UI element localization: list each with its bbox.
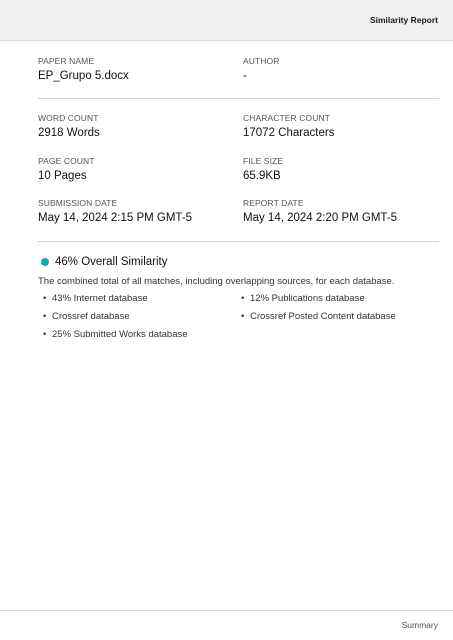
- bullet-icon: •: [43, 311, 47, 322]
- database-item: • Crossref Posted Content database: [241, 311, 396, 322]
- file-size-value: 65.9KB: [243, 170, 281, 182]
- report-date-label: REPORT DATE: [243, 198, 304, 208]
- word-count-value: 2918 Words: [38, 127, 100, 139]
- character-count-value: 17072 Characters: [243, 127, 335, 139]
- author-value: -: [243, 70, 247, 82]
- bullet-icon: •: [43, 329, 47, 340]
- similarity-indicator-dot: [41, 258, 49, 266]
- footer-divider: [0, 610, 453, 611]
- database-item: • 25% Submitted Works database: [43, 329, 188, 340]
- report-date-value: May 14, 2024 2:20 PM GMT-5: [243, 212, 398, 224]
- page-count-value: 10 Pages: [38, 170, 87, 182]
- bullet-icon: •: [241, 311, 245, 322]
- submission-date-label: SUBMISSION DATE: [38, 198, 118, 208]
- footer-summary-label: Summary: [401, 620, 438, 630]
- paper-name-value: EP_Grupo 5.docx: [38, 70, 129, 82]
- overall-similarity-title: 46% Overall Similarity: [55, 256, 168, 268]
- section-divider: [38, 241, 439, 242]
- bullet-icon: •: [43, 293, 47, 304]
- bullet-icon: •: [241, 293, 245, 304]
- character-count-label: CHARACTER COUNT: [243, 113, 330, 123]
- file-size-label: FILE SIZE: [243, 156, 284, 166]
- submission-date-value: May 14, 2024 2:15 PM GMT-5: [38, 212, 193, 224]
- report-header: [0, 0, 453, 41]
- database-item: • 12% Publications database: [241, 293, 365, 304]
- report-title: Similarity Report: [369, 15, 438, 25]
- database-item: • Crossref database: [43, 311, 130, 322]
- database-item: • 43% Internet database: [43, 293, 148, 304]
- paper-name-label: PAPER NAME: [38, 56, 95, 66]
- page-count-label: PAGE COUNT: [38, 156, 95, 166]
- author-label: AUTHOR: [243, 56, 280, 66]
- word-count-label: WORD COUNT: [38, 113, 99, 123]
- similarity-description: The combined total of all matches, including overlapping sources, for each database.: [38, 276, 395, 287]
- section-divider: [38, 98, 439, 99]
